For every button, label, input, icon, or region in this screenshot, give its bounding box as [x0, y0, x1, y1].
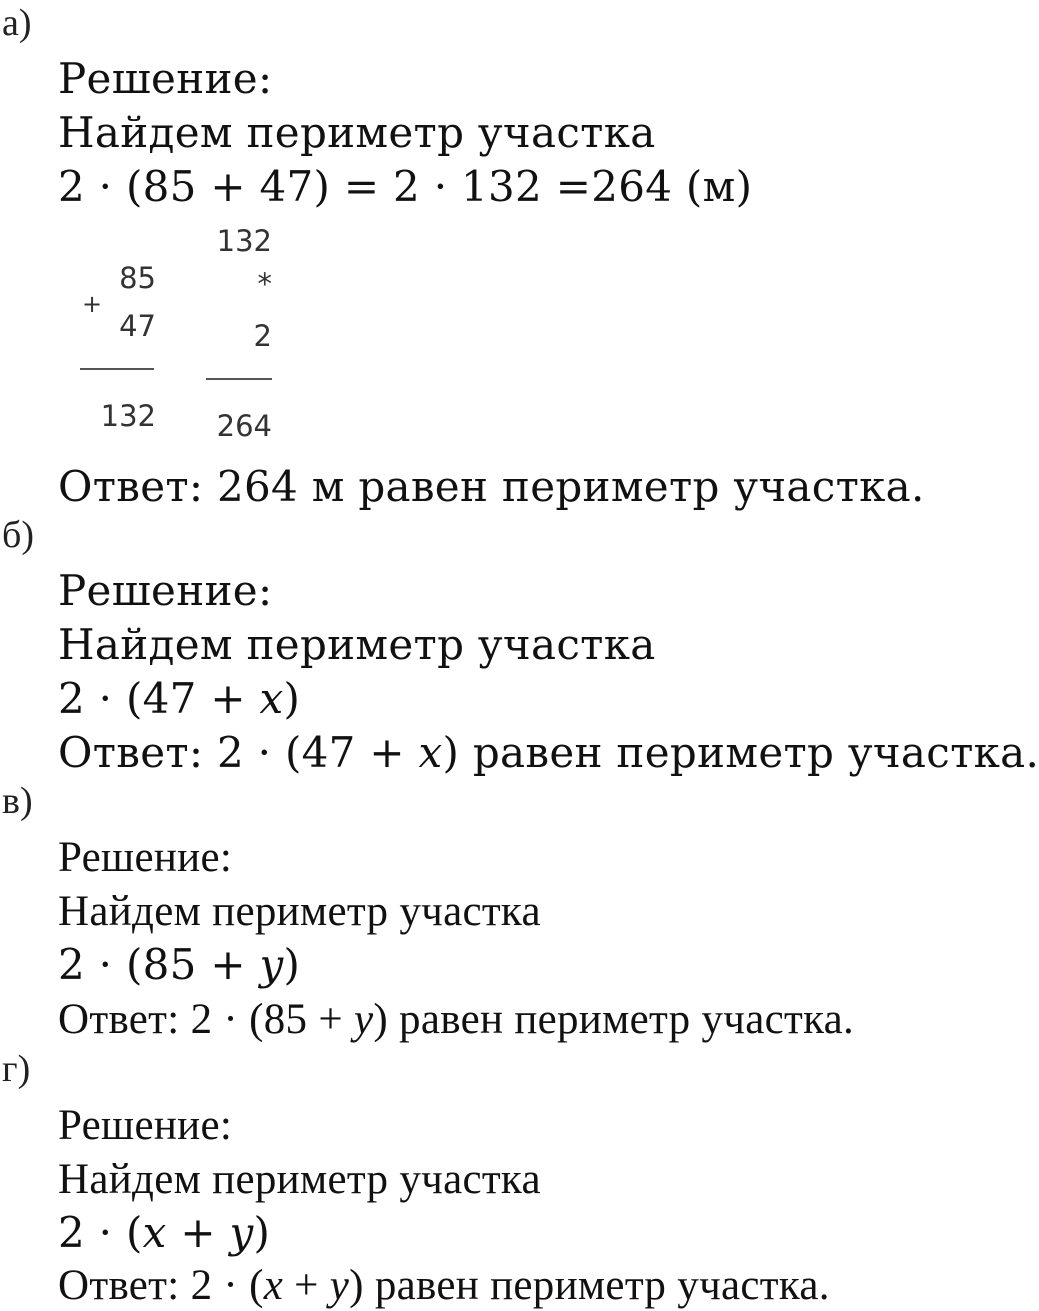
- multiplication-top-operand: 132: [216, 224, 272, 258]
- section-b-answer-end: ) равен периметр участка.: [442, 728, 1039, 777]
- section-b-label: б): [2, 514, 34, 556]
- addition-bottom-operand: 47: [119, 309, 156, 343]
- section-a-answer: Ответ: 264 м равен периметр участка.: [58, 462, 925, 511]
- section-v-expression: [58, 940, 301, 989]
- section-v-solution-heading: Решение:: [58, 834, 233, 881]
- section-g-expression-plus: +: [166, 1208, 230, 1257]
- section-b-answer-variable: x: [418, 728, 443, 777]
- section-v-answer-variable: y: [353, 996, 374, 1043]
- section-b-answer-start: Ответ: 2 · (47 +: [58, 728, 419, 777]
- section-b-expression-variable: x: [259, 674, 284, 723]
- section-v-answer-end: ) равен периметр участка.: [373, 996, 855, 1043]
- section-g-answer-start: Ответ: 2 · (: [58, 1262, 264, 1309]
- section-g-expression-variable-y: y: [229, 1208, 254, 1257]
- section-g-task: Найдем периметр участка: [58, 1156, 541, 1203]
- section-g-label: г): [2, 1048, 31, 1090]
- section-g-expression: [58, 1208, 271, 1257]
- multiplication-operator: *: [257, 267, 272, 301]
- section-b-expression: [58, 674, 301, 723]
- section-g-answer-plus: +: [283, 1262, 330, 1309]
- section-g-expression-start: 2 · (: [58, 1208, 143, 1257]
- section-g-answer-variable-x: x: [263, 1262, 284, 1309]
- section-g-answer-variable-y: y: [329, 1262, 350, 1309]
- addition-result: 132: [100, 399, 156, 433]
- section-g-solution-heading: Решение:: [58, 1102, 233, 1149]
- section-a-solution-heading: Решение:: [58, 54, 273, 103]
- section-b-expression-end: ): [283, 674, 301, 723]
- section-v-expression-start: 2 · (85 +: [58, 940, 260, 989]
- section-b-solution-heading: Решение:: [58, 566, 273, 615]
- section-g-expression-end: ): [253, 1208, 271, 1257]
- multiplication-divider-line: [206, 378, 272, 380]
- section-g-answer-end: ) равен периметр участка.: [349, 1262, 830, 1309]
- addition-divider-line: [80, 368, 154, 370]
- section-g-answer: [58, 1264, 830, 1307]
- section-b-task: Найдем периметр участка: [58, 620, 656, 669]
- addition-top-operand: 85: [119, 261, 156, 295]
- section-v-expression-variable: y: [259, 940, 284, 989]
- section-v-answer: [58, 998, 854, 1041]
- section-g-expression-variable-x: x: [142, 1208, 167, 1257]
- section-a-expression: 2 · (85 + 47) = 2 · 132 =264 (м): [58, 162, 753, 211]
- section-v-label: в): [2, 780, 33, 822]
- section-b-answer: [58, 728, 1039, 777]
- multiplication-result: 264: [216, 409, 272, 443]
- section-a-task: Найдем периметр участка: [58, 108, 656, 157]
- section-v-task: Найдем периметр участка: [58, 888, 541, 935]
- multiplication-bottom-operand: 2: [253, 319, 272, 353]
- section-a-label: а): [2, 2, 32, 44]
- section-b-expression-start: 2 · (47 +: [58, 674, 260, 723]
- addition-operator: +: [82, 290, 103, 318]
- section-v-answer-start: Ответ: 2 · (85 +: [58, 996, 354, 1043]
- section-v-expression-end: ): [283, 940, 301, 989]
